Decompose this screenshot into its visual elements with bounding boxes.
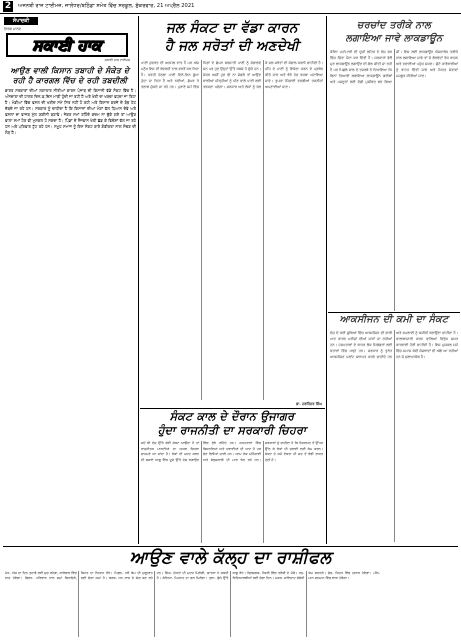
water-byline: ਡਾ. ਹਰਜਿੰਦਰ ਸਿੰਘ	[295, 402, 322, 406]
water-headline-2: ਹੈ ਜਲ ਸਰੋਤਾਂ ਦੀ ਅਣਦੇਖੀ	[164, 38, 300, 54]
lockdown-headline-1: ਚਰਚਾਂਦ ਤਰੀਕੇ ਨਾਲ	[357, 20, 431, 31]
oxygen-body: ਦੇਸ਼ ਦੇ ਕਈ ਸੂਬਿਆਂ ਵਿੱਚ ਆਕਸੀਜਨ ਦੀ ਭਾਰੀ ਘਾਟ ਕਾਰਨ ਮਰੀਜ਼ਾਂ ਦੀਆਂ ਜਾਨਾਂ ਜਾ ਰਹੀਆਂ ਹਨ। ਹਸਪਤਾਲਾਂ ਦੇ ਬਾਹਰ ਲੋਕ ਸਿਲੰਡਰਾਂ ਲਈ ਕਤਾਰਾਂ ਵਿੱਚ ਖੜ੍ਹੇ ਹਨ। ਸਰਕਾਰ ਨੂੰ ਤੁਰੰਤ ਆਕਸੀਜਨ ਪਲਾਂਟ ਸਥਾਪਤ ਕਰਨੇ ਚਾਹੀਦੇ ਹਨ ਅਤੇ ਸਪਲਾਈ ਨੂੰ ਯਕੀਨੀ ਬਣਾਉਣਾ ਚਾਹੀਦਾ ਹੈ। ਕਾਲਾਬਾਜ਼ਾਰੀ ਕਰਨ ਵਾਲਿਆਂ ਵਿਰੁੱਧ ਸਖ਼ਤ ਕਾਰਵਾਈ ਹੋਣੀ ਚਾਹੀਦੀ ਹੈ। ਇਸ ਮੁਸ਼ਕਲ ਸਮੇਂ ਵਿੱਚ ਸਮਾਜ ਸੇਵੀ ਸੰਸਥਾਵਾਂ ਵੀ ਅੱਗੇ ਆ ਰਹੀਆਂ ਹਨ ਜੋ ਸ਼ਲਾਘਾਯੋਗ ਹੈ।	[330, 331, 458, 359]
water-headline-1: ਜਲ ਸੰਕਟ ਦਾ ਵੱਡਾ ਕਾਰਨ	[166, 20, 298, 36]
masthead-box	[6, 33, 128, 57]
lamp-top-rule	[140, 408, 325, 409]
oxygen-headline: ਆਕਸੀਜਨ ਦੀ ਕਮੀ ਦਾ ਸੰਕਟ	[339, 314, 449, 325]
editorial-headline: ਆਉਣ ਵਾਲੀ ਕਿਸਾਨ ਤਬਾਹੀ ਦੇ ਸੰਕੇਤ ਦੇ ਰਹੀ ਹੈ ਕਾਰਗਲ ਵਿੱਚ ਦੇ ਰਹੀ ਤਬਦੀਲੀ	[10, 66, 130, 85]
horoscope-headline: ਆਉਣ ਵਾਲੇ ਕੱਲ੍ਹ ਦਾ ਰਾਸ਼ੀਫਲ	[129, 548, 332, 568]
header-strip	[0, 0, 461, 14]
editorial-body: ਭਾਰਤ ਸਰਕਾਰਾਂ ਦੀਆਂ ਲਗਾਤਾਰ ਨੀਤੀਆਂ ਕਾਰਨ ਪੰਜਾਬ ਦੀ ਕਿਸਾਨੀ ਵੱਡੇ ਸੰਕਟ ਵਿੱਚ ਹੈ। ਅੰਨਦਾਤਾ ਦੀ ਹਾਲਤ ਦਿਨ-ਬ-ਦਿਨ ਮਾੜੀ ਹੁੰਦੀ ਜਾ ਰਹੀ ਹੈ ਅਤੇ ਖੇਤੀ ਦਾ ਖਰਚਾ ਵਧਦਾ ਜਾ ਰਿਹਾ ਹੈ। ਮੰਡੀਆਂ ਵਿੱਚ ਫਸਲ ਦੀ ਖਰੀਦ ਸਮੇਂ ਸਿਰ ਨਹੀਂ ਹੋ ਰਹੀ ਅਤੇ ਕਿਸਾਨ ਕਰਜ਼ੇ ਦੇ ਬੋਝ ਹੇਠ ਦੱਬਦੇ ਜਾ ਰਹੇ ਹਨ। ਸਰਕਾਰ ਨੂੰ ਚਾਹੀਦਾ ਹੈ ਕਿ ਕਿਸਾਨਾਂ ਦੀਆਂ ਮੰਗਾਂ ਵੱਲ ਧਿਆਨ ਦੇਵੇ ਅਤੇ ਫਸਲਾਂ ਦਾ ਵਾਜਬ ਮੁੱਲ ਯਕੀਨੀ ਬਣਾਵੇ। ਜੇਕਰ ਸਮਾਂ ਰਹਿੰਦੇ ਕਦਮ ਨਾ ਚੁੱਕੇ ਗਏ ਤਾਂ ਆਉਣ ਵਾਲਾ ਸਮਾਂ ਹੋਰ ਵੀ ਮੁਸ਼ਕਲ ਹੋ ਸਕਦਾ ਹੈ। ਪਿੰਡਾਂ ਦੇ ਨੌਜਵਾਨ ਖੇਤੀ ਛੱਡ ਕੇ ਵਿਦੇਸ਼ਾਂ ਵੱਲ ਜਾ ਰਹੇ ਹਨ ਅਤੇ ਪਰਿਵਾਰ ਟੁੱਟ ਰਹੇ ਹਨ। ਸਮੂਹ ਸਮਾਜ ਨੂੰ ਇਸ ਸੰਕਟ ਬਾਰੇ ਗੰਭੀਰਤਾ ਨਾਲ ਸੋਚਣ ਦੀ ਲੋੜ ਹੈ।	[5, 88, 136, 135]
horoscope-body: ਮੇਖ- ਅੱਜ ਦਾ ਦਿਨ ਤੁਹਾਡੇ ਲਈ ਸ਼ੁਭ ਰਹੇਗਾ, ਕਾਰੋਬਾਰ ਵਿੱਚ ਲਾਭ ਹੋਵੇਗਾ। ਬ੍ਰਿਖ- ਪਰਿਵਾਰ ਨਾਲ ਸਮਾਂ ਬਿਤਾਓਗੇ, ਸਿਹਤ ਦਾ ਧਿਆਨ ਰੱਖੋ। ਮਿਥੁਨ- ਨਵੇਂ ਕੰਮ ਦੀ ਸ਼ੁਰੂਆਤ ਲਈ ਚੰਗਾ ਸਮਾਂ ਹੈ। ਕਰਕ- ਧਨ ਲਾਭ ਦੇ ਯੋਗ ਬਣ ਰਹੇ ਹਨ। ਸਿੰਘ- ਦੋਸਤਾਂ ਦੀ ਮਦਦ ਮਿਲੇਗੀ, ਯਾਤਰਾ ਹੋ ਸਕਦੀ ਹੈ। ਕੰਨਿਆ- ਮਿਹਨਤ ਦਾ ਫਲ ਮਿਲੇਗਾ। ਤੁਲਾ- ਗੁੱਸੇ ਉੱਤੇ ਕਾਬੂ ਰੱਖੋ। ਬ੍ਰਿਸ਼ਚਕ- ਨੌਕਰੀ ਵਿੱਚ ਤਰੱਕੀ ਦੇ ਮੌਕੇ। ਧਨੁ- ਵਿਦਿਆਰਥੀਆਂ ਲਈ ਚੰਗਾ ਦਿਨ। ਮਕਰ- ਜਾਇਦਾਦ ਸੰਬੰਧੀ ਕੰਮ ਬਣਨਗੇ। ਕੁੰਭ- ਸਿਹਤ ਵਿੱਚ ਸੁਧਾਰ ਹੋਵੇਗਾ। ਮੀਨ- ਮਾਨ ਸਨਮਾਨ ਵਿੱਚ ਵਾਧਾ ਹੋਵੇਗਾ।	[5, 571, 381, 581]
lamp-body: ਜਦੋਂ ਵੀ ਦੇਸ਼ ਉੱਤੇ ਕੋਈ ਸੰਕਟ ਆਉਂਦਾ ਹੈ ਤਾਂ ਰਾਜਨੀਤਕ ਪਾਰਟੀਆਂ ਦਾ ਅਸਲ ਚਿਹਰਾ ਸਾਹਮਣੇ ਆ ਜਾਂਦਾ ਹੈ। ਲੋਕਾਂ ਦੀ ਮਦਦ ਕਰਨ ਦੀ ਬਜਾਏ ਆਗੂ ਇੱਕ ਦੂਜੇ ਉੱਤੇ ਦੋਸ਼ ਲਗਾਉਣ ਵਿੱਚ ਰੁੱਝੇ ਰਹਿੰਦੇ ਹਨ। ਹਸਪਤਾਲਾਂ ਵਿੱਚ ਬਿਸਤਰਿਆਂ ਅਤੇ ਦਵਾਈਆਂ ਦੀ ਘਾਟ ਹੈ ਪਰ ਚੋਣ ਰੈਲੀਆਂ ਜਾਰੀ ਹਨ। ਆਮ ਲੋਕ ਮਹਿੰਗਾਈ ਅਤੇ ਬੇਰੁਜ਼ਗਾਰੀ ਦੀ ਮਾਰ ਝੱਲ ਰਹੇ ਹਨ। ਸਰਕਾਰਾਂ ਨੂੰ ਚਾਹੀਦਾ ਹੈ ਕਿ ਸਿਆਸਤ ਤੋਂ ਉੱਪਰ ਉੱਠ ਕੇ ਲੋਕਾਂ ਦੀ ਭਲਾਈ ਲਈ ਕੰਮ ਕਰਨ। ਸੰਕਟ ਦੇ ਸਮੇਂ ਏਕਤਾ ਹੀ ਸਭ ਤੋਂ ਵੱਡੀ ਤਾਕਤ ਹੁੰਦੀ ਹੈ।	[141, 441, 323, 462]
masthead: ਸਕਾਈ ਹਾਕ	[32, 36, 102, 54]
header-strip-text: ਅਜਨਬੀ ਰਾਜ ਟਾਈਮਜ਼, ਜਾਲੰਧਰ/ਬਠਿੰਡਾ ਸਮੇਤ ਵਿੱਚ ਸਰਕੂਲ, ਸ਼ੁੱਕਰਵਾਰ, 21 ਅਪ੍ਰੈਲ 2021	[18, 3, 195, 9]
column-rule-1	[138, 16, 139, 544]
lamp-headline-2: ਹੁੰਦਾ ਰਾਜਨੀਤੀ ਦਾ ਸਰਕਾਰੀ ਚਿਹਰਾ	[157, 424, 307, 437]
lockdown-body: ਕੋਰੋਨਾ ਮਹਾਂਮਾਰੀ ਦੀ ਦੂਜੀ ਲਹਿਰ ਨੇ ਦੇਸ਼ ਭਰ ਵਿੱਚ ਚਿੰਤਾ ਪੈਦਾ ਕਰ ਦਿੱਤੀ ਹੈ। ਸਰਕਾਰਾਂ ਵੱਲੋਂ ਮੁੜ ਲਾਕਡਾਊਨ ਲਗਾਉਣ ਦੀ ਗੱਲ ਕੀਤੀ ਜਾ ਰਹੀ ਹੈ ਪਰ ਪਿਛਲੇ ਸਾਲ ਦੇ ਤਜਰਬੇ ਨੇ ਦਿਖਾਇਆ ਕਿ ਬਿਨਾਂ ਤਿਆਰੀ ਲਗਾਇਆ ਲਾਕਡਾਊਨ ਗਰੀਬਾਂ ਅਤੇ ਮਜ਼ਦੂਰਾਂ ਲਈ ਵੱਡੀ ਮੁਸੀਬਤ ਬਣ ਗਿਆ ਸੀ। ਇਸ ਲਈ ਲਾਕਡਾਊਨ ਯੋਜਨਾਬੱਧ ਤਰੀਕੇ ਨਾਲ ਲਗਾਇਆ ਜਾਵੇ ਤਾਂ ਜੋ ਲੋੜਵੰਦਾਂ ਤੱਕ ਰਾਸ਼ਨ ਅਤੇ ਦਵਾਈਆਂ ਪਹੁੰਚ ਸਕਣ। ਛੋਟੇ ਕਾਰੋਬਾਰੀਆਂ ਨੂੰ ਰਾਹਤ ਦਿੱਤੀ ਜਾਵੇ ਅਤੇ ਸਿਹਤ ਸੇਵਾਵਾਂ ਮਜ਼ਬੂਤ ਕੀਤੀਆਂ ਜਾਣ।	[330, 50, 458, 84]
section-tag: ਸੰਪਾਦਕੀ	[4, 17, 38, 25]
water-body: ਪਾਣੀ ਕੁਦਰਤ ਦੀ ਅਨਮੋਲ ਦਾਤ ਹੈ ਪਰ ਅੱਜ ਮਨੁੱਖ ਇਸ ਦੀ ਬੇਦਰਦੀ ਨਾਲ ਵਰਤੋਂ ਕਰ ਰਿਹਾ ਹੈ। ਧਰਤੀ ਹੇਠਲਾ ਪਾਣੀ ਦਿਨੋ-ਦਿਨ ਡੂੰਘਾ ਹੁੰਦਾ ਜਾ ਰਿਹਾ ਹੈ ਅਤੇ ਨਦੀਆਂ, ਛੱਪੜ ਤੇ ਤਲਾਬ ਸੁੱਕਦੇ ਜਾ ਰਹੇ ਹਨ। ਪੁਰਾਣੇ ਸਮੇਂ ਵਿੱਚ ਪਿੰਡਾਂ ਦੇ ਛੱਪੜ ਬਰਸਾਤੀ ਪਾਣੀ ਨੂੰ ਸੰਭਾਲਦੇ ਸਨ ਪਰ ਹੁਣ ਉਨ੍ਹਾਂ ਉੱਤੇ ਕਬਜ਼ੇ ਹੋ ਚੁੱਕੇ ਹਨ। ਜੇਕਰ ਅਸੀਂ ਹੁਣ ਵੀ ਨਾ ਸੰਭਲੇ ਤਾਂ ਆਉਣ ਵਾਲੀਆਂ ਪੀੜ੍ਹੀਆਂ ਨੂੰ ਪੀਣ ਵਾਲੇ ਪਾਣੀ ਲਈ ਤਰਸਣਾ ਪਵੇਗਾ। ਸਰਕਾਰ ਅਤੇ ਲੋਕਾਂ ਨੂੰ ਰਲ ਕੇ ਜਲ ਸਰੋਤਾਂ ਦੀ ਸੰਭਾਲ ਕਰਨੀ ਚਾਹੀਦੀ ਹੈ। ਮੀਂਹ ਦੇ ਪਾਣੀ ਨੂੰ ਇਕੱਠਾ ਕਰਨ ਦੇ ਪ੍ਰਬੰਧ ਕੀਤੇ ਜਾਣ ਅਤੇ ਝੋਨੇ ਹੇਠ ਰਕਬਾ ਘਟਾਇਆ ਜਾਵੇ। ਤੁਪਕਾ ਸਿੰਚਾਈ ਵਰਗੀਆਂ ਤਕਨੀਕਾਂ ਅਪਣਾਈਆਂ ਜਾਣ।	[141, 61, 323, 89]
column-rule-2	[326, 16, 327, 544]
lamp-headline-1: ਸੰਕਟ ਕਾਲ ਦੇ ਦੌਰਾਨ ਉਜਾਗਰ	[169, 410, 295, 423]
masthead-sub: ਸਕਾਈ ਹਾਕ ਟਾਈਮਜ਼	[104, 58, 130, 62]
page-number: 2	[4, 1, 12, 11]
horoscope-top-rule	[3, 546, 458, 547]
editor-line: ਨਿਰਭ ਮਾਨਵ	[4, 27, 21, 31]
lockdown-headline-2: ਲਗਾਇਆ ਜਾਵੇ ਲਾਕਡਾਊਨ	[345, 33, 443, 44]
oxygen-top-rule	[328, 312, 460, 313]
